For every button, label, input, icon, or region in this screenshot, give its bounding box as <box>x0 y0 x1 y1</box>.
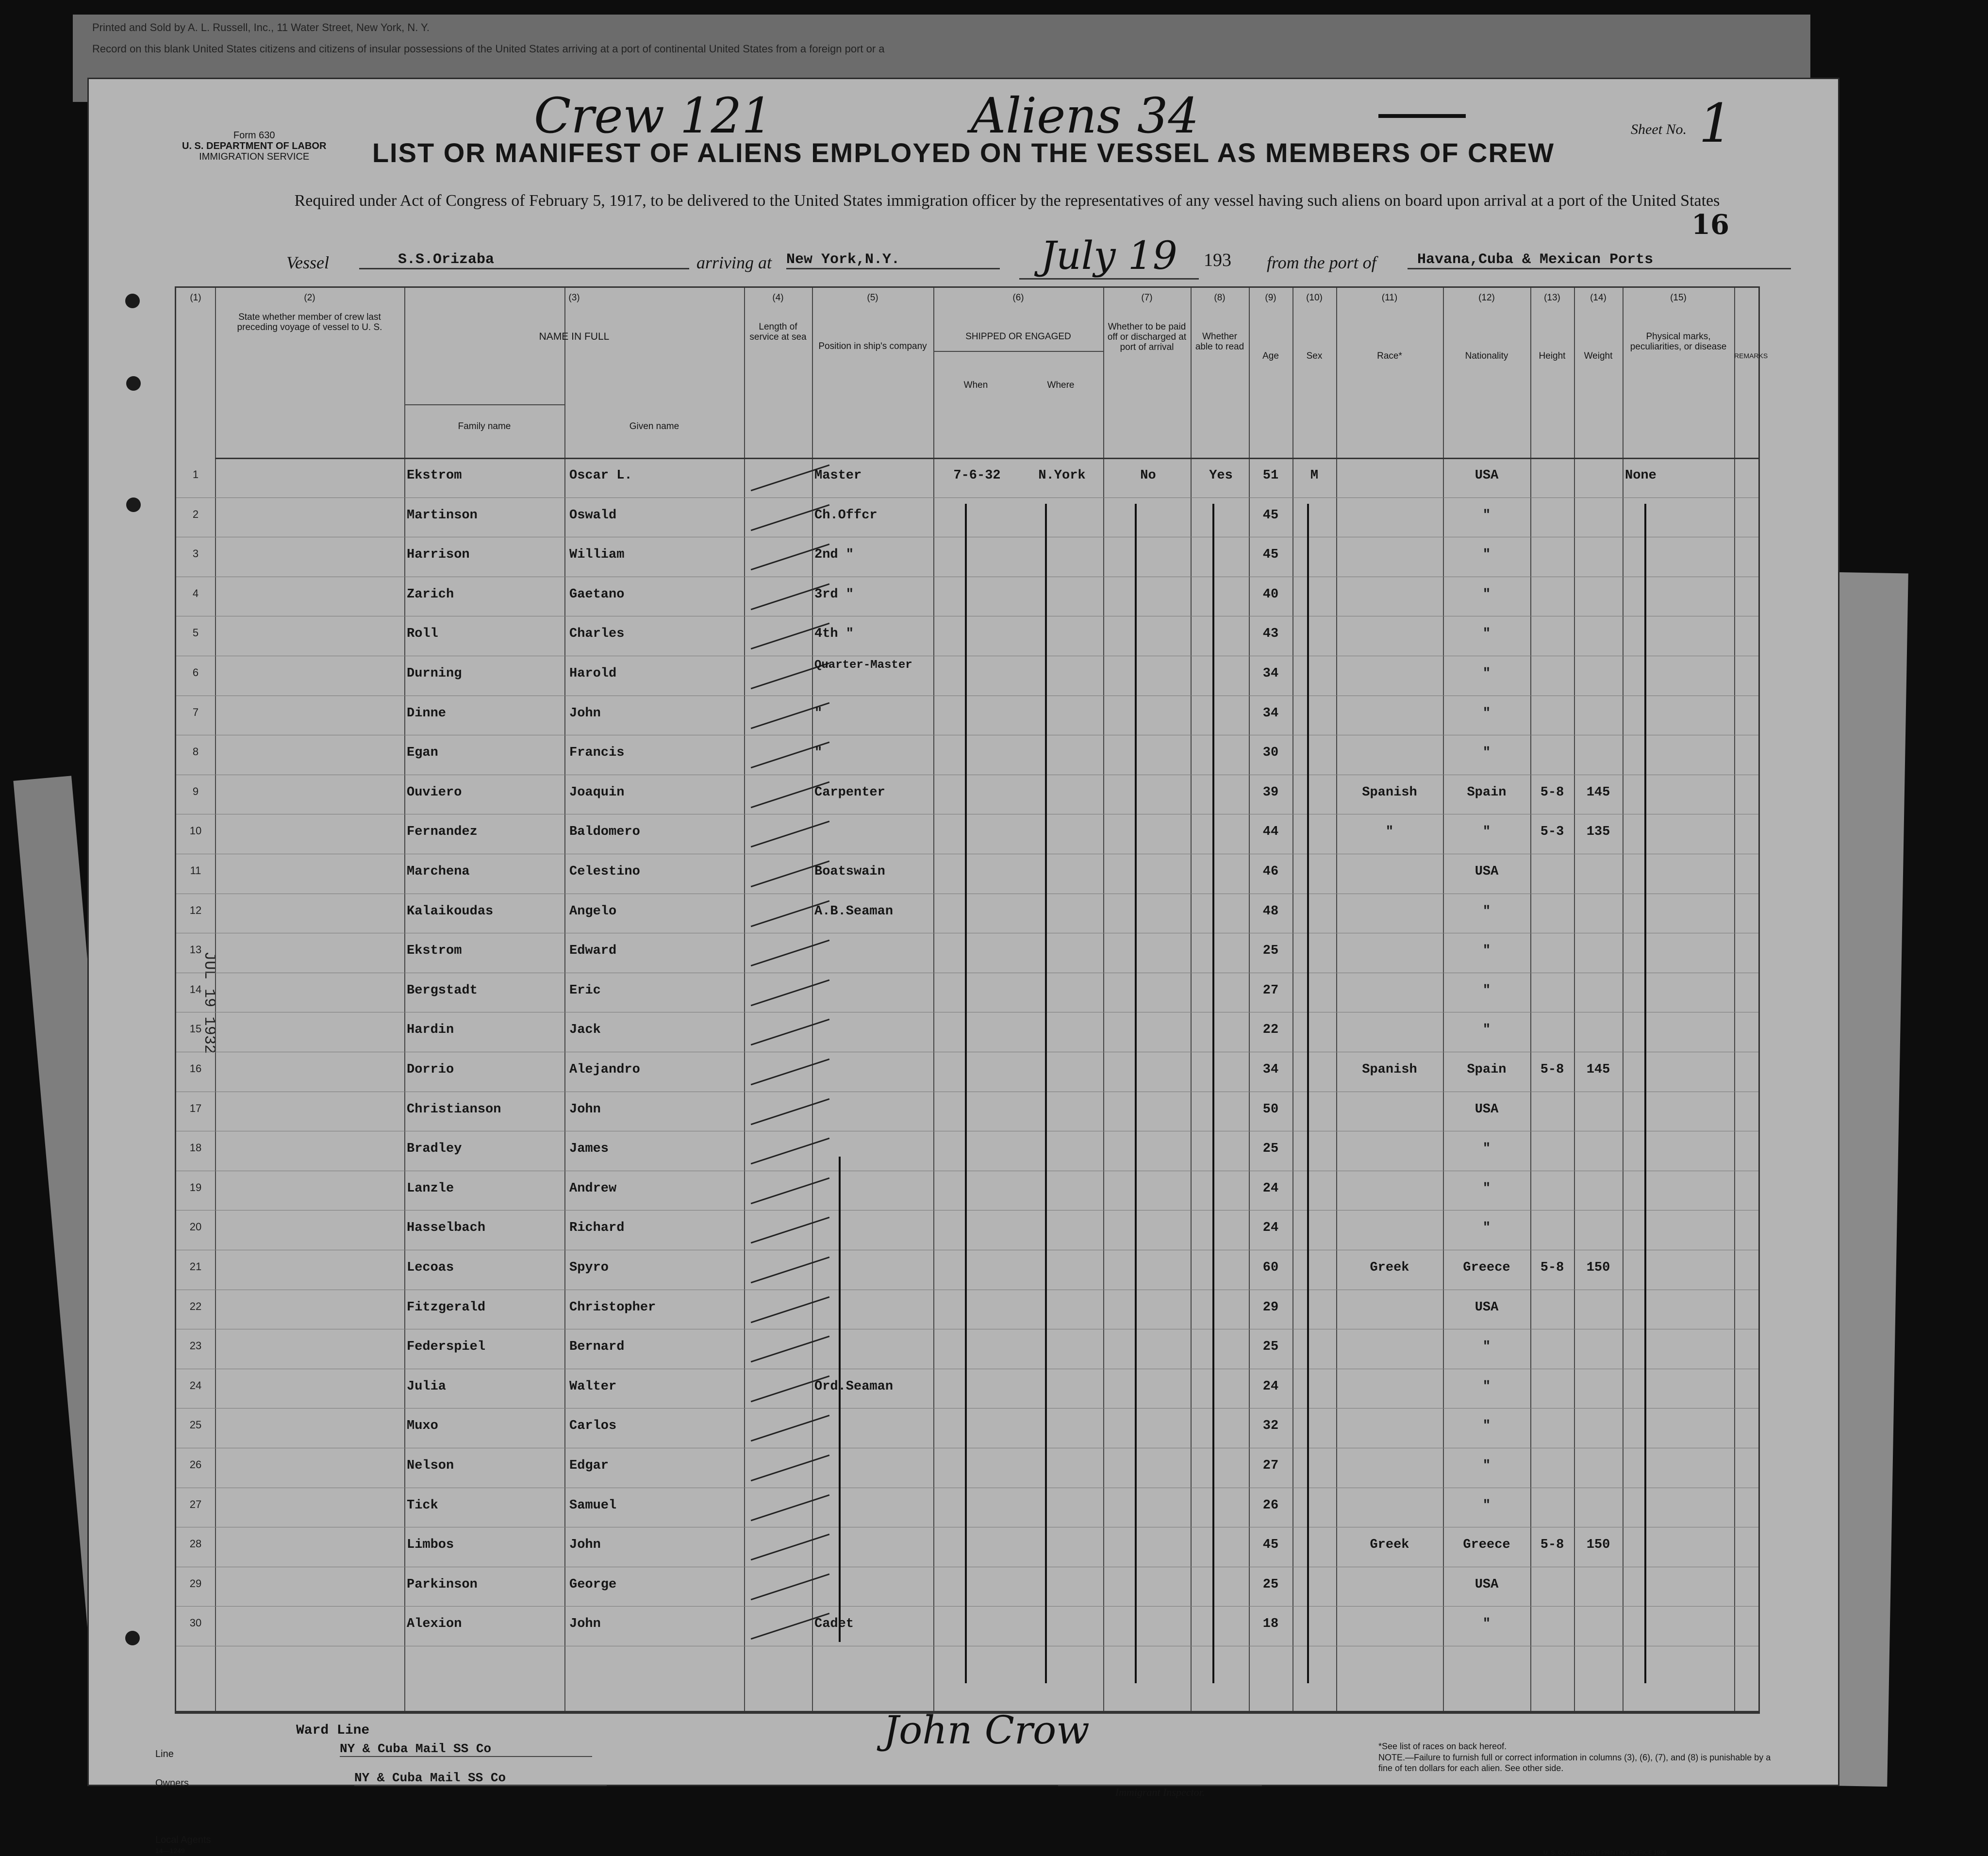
header-weight: Weight <box>1584 351 1613 361</box>
penalty-note: NOTE.—Failure to furnish full or correct information in columns (3), (6), (7), and (8) is punishable by a fine of ten dollars for each alien. See other side. <box>1378 1753 1771 1773</box>
cell-given-name: Gaetano <box>569 587 625 602</box>
cell-row-number: 2 <box>192 508 199 520</box>
header-physical-marks: Physical marks, peculiarities, or disease <box>1630 331 1727 352</box>
owners-label: Owners <box>155 1778 189 1789</box>
ditto-line-marks <box>1644 504 1646 1683</box>
cell-row-number: 15 <box>189 1023 202 1035</box>
cell-nationality: " <box>1482 1379 1491 1394</box>
cell-nationality: " <box>1482 1181 1491 1196</box>
cell-nationality: " <box>1482 1221 1491 1236</box>
cell-row-number: 9 <box>192 785 199 797</box>
cell-nationality: " <box>1482 1142 1491 1157</box>
cell-age: 43 <box>1262 627 1279 642</box>
cell-age: 51 <box>1262 468 1279 483</box>
cell-weight: 150 <box>1586 1260 1610 1275</box>
length-of-service-slash <box>751 1257 830 1283</box>
manifest-sheet <box>87 78 1839 1856</box>
col-12-number: (12) <box>1478 293 1495 303</box>
cell-given-name: Celestino <box>569 864 640 879</box>
cell-family-name: Zarich <box>407 587 454 602</box>
ward-line: Ward Line <box>296 1723 370 1738</box>
cell-given-name: John <box>569 1102 601 1117</box>
cell-row-number: 21 <box>189 1260 202 1273</box>
length-of-service-slash <box>751 1098 830 1125</box>
sheet-number: 1 <box>1699 92 1733 154</box>
cell-nationality: " <box>1482 587 1491 602</box>
printer-line: Printed and Sold by A. L. Russell, Inc., 11 Water Street, New York, N. Y. <box>92 21 430 33</box>
cell-nationality: " <box>1482 1498 1491 1513</box>
vessel-name: S.S.Orizaba <box>359 251 689 269</box>
cell-row-number: 24 <box>189 1379 202 1392</box>
cell-age: 25 <box>1262 1577 1279 1592</box>
cell-age: 48 <box>1262 904 1279 919</box>
cell-row-number: 4 <box>192 587 199 599</box>
cell-nationality: USA <box>1474 864 1499 879</box>
cell-nationality: Greece <box>1463 1260 1510 1275</box>
cell-age: 22 <box>1262 1023 1279 1038</box>
footer <box>155 1707 1771 1798</box>
cell-age: 39 <box>1262 785 1279 800</box>
year: 193 <box>1204 250 1231 270</box>
cell-row-number: 5 <box>192 627 199 639</box>
inspector-label: Immigrant Inspector. <box>1058 1785 1262 1799</box>
cell-shipped-when: 7-6-32 <box>953 468 1001 483</box>
sheet-label: Sheet No. <box>1631 121 1687 137</box>
cell-height: 5-8 <box>1540 1260 1564 1275</box>
cell-row-number: 14 <box>189 983 202 995</box>
cell-age: 27 <box>1262 983 1279 998</box>
header-given-name: Given name <box>629 421 679 431</box>
cell-age: 24 <box>1262 1221 1279 1236</box>
cell-age: 34 <box>1262 1062 1279 1077</box>
cell-position: 3rd " <box>814 587 854 602</box>
length-of-service-slash <box>751 1336 830 1362</box>
cell-family-name: Lanzle <box>407 1181 454 1196</box>
cell-given-name: George <box>569 1577 617 1592</box>
cell-weight: 150 <box>1586 1538 1610 1553</box>
cell-position: " <box>814 746 823 761</box>
form-title: LIST OR MANIFEST OF ALIENS EMPLOYED ON THE VESSEL AS MEMBERS OF CREW <box>372 137 1555 168</box>
cell-family-name: Dorrio <box>407 1062 454 1077</box>
line-value: NY & Cuba Mail SS Co <box>340 1741 592 1757</box>
ditto-line-position <box>839 1157 841 1642</box>
row-rule <box>176 497 1758 498</box>
cell-row-number: 29 <box>189 1577 202 1590</box>
col-13-number: (13) <box>1544 293 1560 303</box>
col-2-number: (2) <box>304 293 315 303</box>
cell-age: 24 <box>1262 1379 1279 1394</box>
cell-family-name: Christianson <box>407 1102 501 1117</box>
handwritten-alien-count: Aliens 34 <box>971 87 1199 144</box>
header-when: When <box>963 380 988 390</box>
cell-given-name: Edward <box>569 944 617 959</box>
cell-height: 5-8 <box>1540 1062 1564 1077</box>
length-of-service-slash <box>751 1177 830 1204</box>
cell-shipped-where: N.York <box>1038 468 1086 483</box>
col-7-number: (7) <box>1141 293 1153 303</box>
from-port: Havana,Cuba & Mexican Ports <box>1408 251 1791 269</box>
cell-family-name: Fitzgerald <box>407 1300 486 1315</box>
cell-position: A.B.Seaman <box>814 904 894 919</box>
cell-age: 27 <box>1262 1458 1279 1473</box>
cell-family-name: Limbos <box>407 1538 454 1553</box>
cell-nationality: " <box>1482 1458 1491 1473</box>
cell-age: 40 <box>1262 587 1279 602</box>
cell-family-name: Egan <box>407 746 438 761</box>
cell-family-name: Bradley <box>407 1142 462 1157</box>
cell-row-number: 10 <box>189 825 202 837</box>
form-number: Form 630 <box>233 130 275 141</box>
cell-position: Quarter-Master <box>814 659 912 672</box>
cell-age: 30 <box>1262 746 1279 761</box>
length-of-service-slash <box>751 1019 830 1045</box>
cell-row-number: 1 <box>192 468 199 481</box>
cell-family-name: Fernandez <box>407 825 478 840</box>
cell-nationality: USA <box>1474 468 1499 483</box>
length-of-service-slash <box>751 821 830 847</box>
ditto-line-paid <box>1135 504 1137 1683</box>
cell-row-number: 13 <box>189 944 202 956</box>
header-height: Height <box>1539 351 1566 361</box>
row-rule <box>176 1408 1758 1409</box>
cell-nationality: " <box>1482 904 1491 919</box>
cell-nationality: Spain <box>1467 785 1507 800</box>
from-label: from the port of <box>1267 253 1376 272</box>
cell-row-number: 25 <box>189 1419 202 1431</box>
cell-family-name: Alexion <box>407 1617 462 1632</box>
cell-given-name: John <box>569 1538 601 1553</box>
header-paid-off: Whether to be paid off or discharged at port of arrival <box>1107 322 1187 352</box>
row-rule <box>176 1606 1758 1607</box>
cell-given-name: Bernard <box>569 1340 625 1355</box>
cell-nationality: " <box>1482 1617 1491 1632</box>
cell-race: Greek <box>1370 1538 1409 1553</box>
cell-age: 26 <box>1262 1498 1279 1513</box>
header-shipped-engaged: SHIPPED OR ENGAGED <box>965 331 1071 342</box>
cell-row-number: 8 <box>192 746 199 758</box>
cell-row-number: 12 <box>189 904 202 916</box>
cell-weight: 145 <box>1586 785 1610 800</box>
cell-position: 4th " <box>814 627 854 642</box>
cell-age: 45 <box>1262 1538 1279 1553</box>
cell-position: Ord.Seaman <box>814 1379 894 1394</box>
binder-hole <box>125 294 140 308</box>
col-3-number: (3) <box>568 293 580 303</box>
crew-manifest-table <box>175 286 1768 1714</box>
cell-family-name: Hasselbach <box>407 1221 486 1236</box>
cell-race: Greek <box>1370 1260 1409 1275</box>
length-of-service-slash <box>751 1296 830 1323</box>
length-of-service-slash <box>751 1059 830 1085</box>
ditto-line-when <box>965 504 967 1683</box>
cell-age: 60 <box>1262 1260 1279 1275</box>
cell-able-to-read: Yes <box>1209 468 1233 483</box>
arriving-port: New York,N.Y. <box>786 251 1000 269</box>
cell-paid-off: No <box>1140 468 1156 483</box>
cell-position: Master <box>814 468 862 483</box>
cell-nationality: " <box>1482 627 1491 642</box>
cell-nationality: " <box>1482 666 1491 681</box>
cell-weight: 145 <box>1586 1062 1610 1077</box>
cell-position: Ch.Offcr <box>814 508 878 523</box>
date-stamp: JUL 19 1932 <box>200 951 218 1054</box>
cell-given-name: Eric <box>569 983 601 998</box>
cell-age: 34 <box>1262 706 1279 721</box>
cell-given-name: Baldomero <box>569 825 640 840</box>
cell-nationality: " <box>1482 1419 1491 1434</box>
cell-race: Spanish <box>1362 1062 1417 1077</box>
cell-age: 24 <box>1262 1181 1279 1196</box>
cell-given-name: Francis <box>569 746 625 761</box>
header-last-voyage: State whether member of crew last preceding voyage of vessel to U. S. <box>237 312 382 332</box>
ditto-line-sex <box>1307 504 1309 1683</box>
cell-row-number: 11 <box>190 864 201 877</box>
cell-family-name: Parkinson <box>407 1577 478 1592</box>
handwritten-date: July 19 <box>1019 233 1199 280</box>
department: U. S. DEPARTMENT OF LABOR <box>182 141 327 151</box>
cell-given-name: Joaquin <box>569 785 625 800</box>
vessel-label: Vessel <box>286 253 329 272</box>
ditto-line-where <box>1045 504 1047 1683</box>
arriving-label: arriving at <box>696 253 772 272</box>
cell-row-number: 23 <box>189 1340 202 1352</box>
col-5-number: (5) <box>867 293 878 303</box>
col-15-number: (15) <box>1670 293 1687 303</box>
cell-given-name: Walter <box>569 1379 617 1394</box>
cell-given-name: Richard <box>569 1221 625 1236</box>
cell-age: 34 <box>1262 666 1279 681</box>
cell-row-number: 27 <box>189 1498 202 1510</box>
cell-given-name: Charles <box>569 627 625 642</box>
cell-age: 46 <box>1262 864 1279 879</box>
cell-age: 45 <box>1262 547 1279 563</box>
cell-age: 29 <box>1262 1300 1279 1315</box>
cell-family-name: Ekstrom <box>407 468 462 483</box>
cell-given-name: Jack <box>569 1023 601 1038</box>
cell-family-name: Julia <box>407 1379 447 1394</box>
cell-nationality: Greece <box>1463 1538 1510 1553</box>
cell-family-name: Roll <box>407 627 438 642</box>
cell-row-number: 18 <box>189 1142 202 1154</box>
cell-family-name: Tick <box>407 1498 438 1513</box>
cell-nationality: Spain <box>1467 1062 1507 1077</box>
cell-given-name: John <box>569 1617 601 1632</box>
cell-family-name: Bergstadt <box>407 983 478 998</box>
cell-given-name: Andrew <box>569 1181 617 1196</box>
inspector-signature: John Crow <box>883 1707 1090 1753</box>
cell-position: " <box>814 706 823 721</box>
cell-row-number: 26 <box>189 1458 202 1471</box>
cell-position: 2nd " <box>814 547 854 563</box>
races-note: *See list of races on back hereof. <box>1378 1741 1507 1751</box>
cell-height: 5-3 <box>1540 825 1564 840</box>
col-1-number: (1) <box>190 293 201 303</box>
cell-given-name: James <box>569 1142 609 1157</box>
header-name-in-full: NAME IN FULL <box>539 331 610 342</box>
header-family-name: Family name <box>458 421 511 431</box>
col-9-number: (9) <box>1265 293 1276 303</box>
header-sex: Sex <box>1306 351 1323 361</box>
header-nationality: Nationality <box>1465 351 1508 361</box>
length-of-service-slash <box>751 1494 830 1521</box>
cell-weight: 135 <box>1586 825 1610 840</box>
cell-age: 18 <box>1262 1617 1279 1632</box>
cell-given-name: John <box>569 706 601 721</box>
cell-nationality: " <box>1482 944 1491 959</box>
cell-family-name: Ouviero <box>407 785 462 800</box>
line-label: Line <box>155 1749 174 1759</box>
back-sheet-instruction: Record on this blank United States citizens and citizens of insular possessions of the United States arriving at a port of continental United States from a foreign port or a <box>92 43 885 55</box>
cell-nationality: " <box>1482 1340 1491 1355</box>
cell-given-name: Edgar <box>569 1458 609 1473</box>
cell-given-name: Carlos <box>569 1419 617 1434</box>
cell-age: 32 <box>1262 1419 1279 1434</box>
col-10-number: (10) <box>1306 293 1323 303</box>
cell-family-name: Federspiel <box>407 1340 486 1355</box>
cell-height: 5-8 <box>1540 785 1564 800</box>
header-position: Position in ship's company <box>818 341 927 351</box>
cell-nationality: USA <box>1474 1300 1499 1315</box>
cell-given-name: Oswald <box>569 508 617 523</box>
header-remarks: REMARKS <box>1734 352 1768 360</box>
cell-family-name: Durning <box>407 666 462 681</box>
cell-row-number: 3 <box>192 547 199 560</box>
cell-family-name: Lecoas <box>407 1260 454 1275</box>
binder-hole <box>126 376 141 391</box>
cell-age: 45 <box>1262 508 1279 523</box>
cell-nationality: " <box>1482 825 1491 840</box>
binder-hole <box>126 497 141 512</box>
handwritten-dash <box>1378 114 1466 118</box>
cell-nationality: " <box>1482 746 1491 761</box>
header-where: Where <box>1047 380 1075 390</box>
cell-nationality: USA <box>1474 1577 1499 1592</box>
cell-age: 50 <box>1262 1102 1279 1117</box>
length-of-service-slash <box>751 1415 830 1442</box>
cell-family-name: Harrison <box>407 547 470 563</box>
cell-nationality: " <box>1482 508 1491 523</box>
cell-family-name: Marchena <box>407 864 470 879</box>
cell-row-number: 7 <box>192 706 199 718</box>
cell-row-number: 6 <box>192 666 199 679</box>
cell-family-name: Hardin <box>407 1023 454 1038</box>
cell-age: 44 <box>1262 825 1279 840</box>
cell-family-name: Muxo <box>407 1419 438 1434</box>
cell-given-name: Harold <box>569 666 617 681</box>
cell-given-name: Samuel <box>569 1498 617 1513</box>
cell-given-name: Oscar L. <box>569 468 632 483</box>
cell-race: Spanish <box>1362 785 1417 800</box>
length-of-service-slash <box>751 1217 830 1243</box>
header-race: Race* <box>1377 351 1402 361</box>
cell-age: 25 <box>1262 944 1279 959</box>
cell-nationality: " <box>1482 1023 1491 1038</box>
cell-given-name: Angelo <box>569 904 617 919</box>
cell-sex: M <box>1310 468 1319 483</box>
cell-row-number: 22 <box>189 1300 202 1312</box>
cell-row-number: 20 <box>189 1221 202 1233</box>
col-11-number: (11) <box>1381 293 1398 303</box>
cell-age: 25 <box>1262 1142 1279 1157</box>
col-8-number: (8) <box>1214 293 1226 303</box>
cell-row-number: 17 <box>189 1102 202 1114</box>
service: IMMIGRATION SERVICE <box>199 151 310 162</box>
cell-row-number: 16 <box>189 1062 202 1075</box>
cell-position: Cadet <box>814 1617 854 1632</box>
length-of-service-slash <box>751 940 830 966</box>
cell-row-number: 30 <box>189 1617 202 1629</box>
cell-given-name: William <box>569 547 625 563</box>
cell-family-name: Ekstrom <box>407 944 462 959</box>
length-of-service-slash <box>751 979 830 1006</box>
form-code: 14—1249 <box>155 1847 185 1855</box>
length-of-service-slash <box>751 1138 830 1164</box>
cell-row-number: 28 <box>189 1538 202 1550</box>
cell-given-name: Spyro <box>569 1260 609 1275</box>
ditto-line-read <box>1212 504 1214 1683</box>
length-of-service-slash <box>751 1455 830 1481</box>
cell-family-name: Kalaikoudas <box>407 904 494 919</box>
col-14-number: (14) <box>1590 293 1607 303</box>
cell-family-name: Nelson <box>407 1458 454 1473</box>
requirement-text: Required under Act of Congress of February 5, 1917, to be delivered to the United States immigration officer by the representatives of any vessel having such aliens on board upon arrival at a port of the United States <box>294 192 1720 210</box>
cell-race: " <box>1385 825 1394 840</box>
cell-given-name: Christopher <box>569 1300 656 1315</box>
cell-nationality: " <box>1482 547 1491 563</box>
header-able-to-read: Whether able to read <box>1195 331 1244 352</box>
handwritten-crew-count: Crew 121 <box>534 87 773 144</box>
cell-given-name: Alejandro <box>569 1062 640 1077</box>
cell-family-name: Dinne <box>407 706 447 721</box>
header-age: Age <box>1262 351 1279 361</box>
vessel-line <box>87 233 1839 282</box>
col-6-number: (6) <box>1012 293 1024 303</box>
cell-physical-marks: None <box>1625 468 1657 483</box>
printer-imprint: U. S. GOVERNMENT PRINTING OFFICE 1930 <box>1543 1849 1667 1856</box>
cell-height: 5-8 <box>1540 1538 1564 1553</box>
cell-position: Carpenter <box>814 785 885 800</box>
length-of-service-slash <box>751 1574 830 1600</box>
corner-number: 16 <box>1691 209 1729 241</box>
cell-position: Boatswain <box>814 864 885 879</box>
col-4-number: (4) <box>772 293 784 303</box>
binder-hole <box>125 1631 140 1645</box>
owners-value: NY & Cuba Mail SS Co <box>354 1771 607 1786</box>
length-of-service-slash <box>751 1534 830 1560</box>
cell-age: 25 <box>1262 1340 1279 1355</box>
cell-nationality: USA <box>1474 1102 1499 1117</box>
cell-nationality: " <box>1482 706 1491 721</box>
header-length-of-service: Length of service at sea <box>749 322 807 342</box>
cell-family-name: Martinson <box>407 508 478 523</box>
cell-row-number: 19 <box>189 1181 202 1193</box>
local-agents-label: Local Agents <box>155 1835 211 1845</box>
cell-nationality: " <box>1482 983 1491 998</box>
